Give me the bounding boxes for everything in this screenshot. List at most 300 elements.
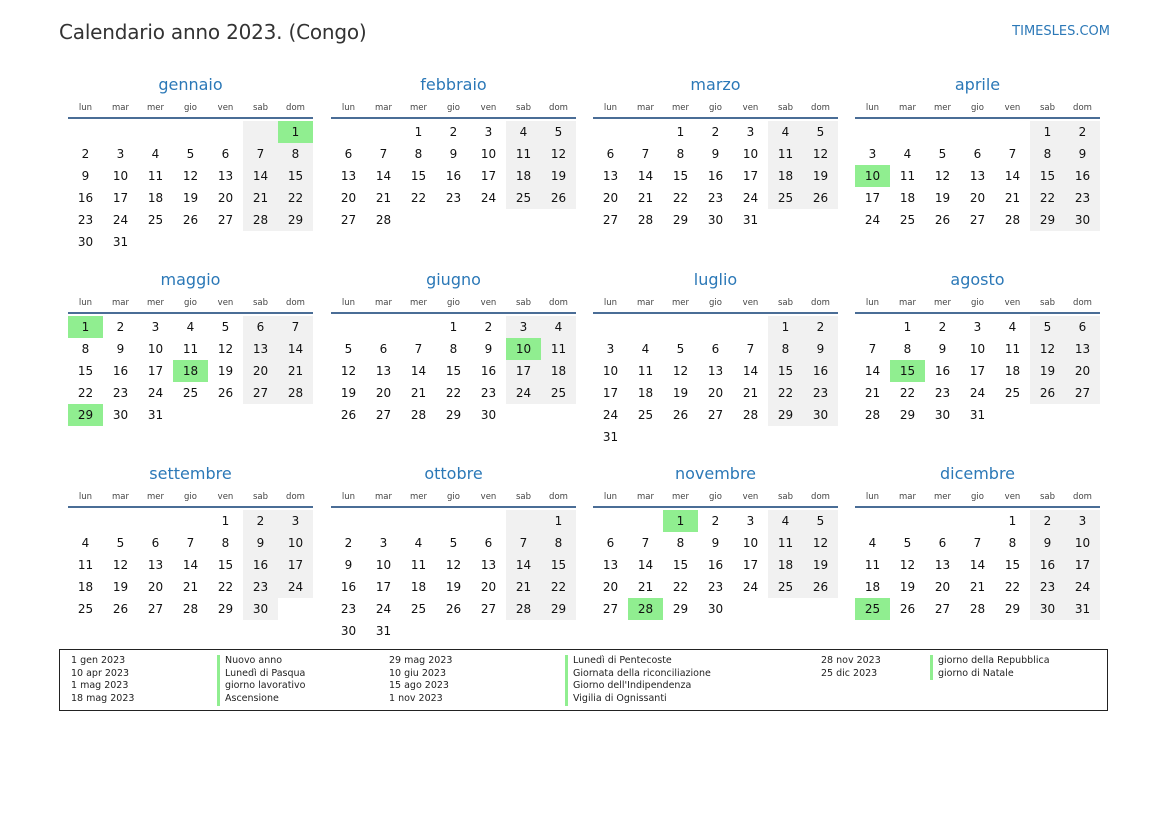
day-cell: 10 xyxy=(742,147,759,161)
weekday-label: lun xyxy=(865,103,880,113)
month-aprile xyxy=(855,73,1100,231)
legend-holiday-name: Ascensione xyxy=(217,693,306,706)
day-cell: 27 xyxy=(969,213,986,227)
day-cell: 18 xyxy=(768,554,803,576)
day-grid xyxy=(331,314,576,426)
day-cell: 18 xyxy=(1004,364,1021,378)
weekday-label: sab xyxy=(1039,103,1056,113)
day-cell: 27 xyxy=(340,213,357,227)
day-cell: 24 xyxy=(742,191,759,205)
day-cell: 17 xyxy=(278,554,313,576)
day-cell: 1 xyxy=(541,510,576,532)
day-cell: 27 xyxy=(480,602,497,616)
day-cell: 22 xyxy=(899,386,916,400)
weekday-label: dom xyxy=(1073,492,1092,502)
day-cell: 18 xyxy=(506,165,541,187)
legend-holiday-name: Lunedì di Pasqua xyxy=(217,668,306,681)
day-cell: 6 xyxy=(973,147,982,161)
day-cell: 8 xyxy=(903,342,912,356)
day-cell: 12 xyxy=(899,558,916,572)
weekday-label: lun xyxy=(341,103,356,113)
holiday-day-cell: 29 xyxy=(68,404,103,426)
weekday-label: sab xyxy=(252,492,269,502)
legend-holiday-name: Lunedì di Pentecoste xyxy=(565,655,711,668)
weekday-label: gio xyxy=(447,298,460,308)
empty-day-cell xyxy=(855,121,890,143)
day-cell: 25 xyxy=(541,382,576,404)
day-cell: 6 xyxy=(221,147,230,161)
day-cell: 24 xyxy=(112,213,129,227)
day-cell: 8 xyxy=(414,147,423,161)
day-cell: 19 xyxy=(1030,360,1065,382)
weekday-label: sab xyxy=(515,298,532,308)
day-cell: 8 xyxy=(1030,143,1065,165)
day-cell: 2 xyxy=(711,514,720,528)
day-cell: 20 xyxy=(340,191,357,205)
weekday-label: ven xyxy=(1004,492,1021,502)
day-cell: 22 xyxy=(217,580,234,594)
day-cell: 23 xyxy=(243,576,278,598)
day-cell: 4 xyxy=(868,536,877,550)
day-cell: 31 xyxy=(969,408,986,422)
weekday-header xyxy=(593,292,838,314)
empty-day-cell xyxy=(68,510,103,532)
month-title: maggio xyxy=(160,270,221,289)
day-cell: 24 xyxy=(864,213,881,227)
weekday-label: sab xyxy=(252,103,269,113)
day-cell: 7 xyxy=(186,536,195,550)
day-cell: 29 xyxy=(445,408,462,422)
weekday-label: gio xyxy=(709,103,722,113)
weekday-label: dom xyxy=(286,103,305,113)
day-cell: 6 xyxy=(938,536,947,550)
legend-dates-column xyxy=(389,655,452,706)
day-cell: 27 xyxy=(707,408,724,422)
weekday-label: gio xyxy=(184,298,197,308)
month-novembre xyxy=(593,462,838,620)
day-cell: 3 xyxy=(1065,510,1100,532)
weekday-label: gio xyxy=(447,103,460,113)
day-cell: 27 xyxy=(147,602,164,616)
day-cell: 6 xyxy=(606,147,615,161)
day-cell: 24 xyxy=(506,382,541,404)
day-cell: 3 xyxy=(151,320,160,334)
day-grid xyxy=(68,119,313,253)
day-cell: 11 xyxy=(541,338,576,360)
day-cell: 29 xyxy=(541,598,576,620)
weekday-label: sab xyxy=(1039,492,1056,502)
weekday-label: lun xyxy=(865,492,880,502)
day-cell: 14 xyxy=(864,364,881,378)
month-marzo xyxy=(593,73,838,231)
day-cell: 1 xyxy=(414,125,423,139)
day-cell: 20 xyxy=(243,360,278,382)
day-cell: 27 xyxy=(217,213,234,227)
day-cell: 9 xyxy=(711,536,720,550)
day-cell: 20 xyxy=(707,386,724,400)
day-cell: 19 xyxy=(672,386,689,400)
day-cell: 13 xyxy=(707,364,724,378)
day-cell: 12 xyxy=(445,558,462,572)
day-cell: 18 xyxy=(410,580,427,594)
day-cell: 24 xyxy=(1065,576,1100,598)
empty-day-cell xyxy=(960,121,995,143)
day-cell: 28 xyxy=(243,209,278,231)
legend-date: 15 ago 2023 xyxy=(389,680,449,692)
day-cell: 15 xyxy=(1004,558,1021,572)
day-cell: 14 xyxy=(410,364,427,378)
weekday-label: mar xyxy=(375,103,392,113)
weekday-header xyxy=(68,486,313,508)
day-cell: 10 xyxy=(480,147,497,161)
day-cell: 2 xyxy=(344,536,353,550)
day-cell: 10 xyxy=(375,558,392,572)
empty-day-cell xyxy=(855,510,890,532)
day-cell: 20 xyxy=(934,580,951,594)
day-cell: 15 xyxy=(541,554,576,576)
day-cell: 23 xyxy=(707,191,724,205)
empty-day-cell xyxy=(890,121,925,143)
day-cell: 6 xyxy=(711,342,720,356)
day-cell: 15 xyxy=(410,169,427,183)
day-cell: 18 xyxy=(637,386,654,400)
day-cell: 30 xyxy=(77,235,94,249)
day-cell: 13 xyxy=(1065,338,1100,360)
day-cell: 13 xyxy=(934,558,951,572)
day-cell: 27 xyxy=(375,408,392,422)
legend-holiday-name: giorno lavorativo xyxy=(217,680,306,693)
day-cell: 22 xyxy=(278,187,313,209)
day-cell: 31 xyxy=(742,213,759,227)
day-cell: 13 xyxy=(147,558,164,572)
day-cell: 28 xyxy=(506,598,541,620)
day-cell: 11 xyxy=(182,342,199,356)
empty-day-cell xyxy=(401,510,436,532)
day-cell: 17 xyxy=(375,580,392,594)
legend-holiday-name: giorno della Repubblica xyxy=(930,655,1050,668)
day-cell: 29 xyxy=(672,213,689,227)
day-cell: 22 xyxy=(541,576,576,598)
day-cell: 29 xyxy=(1004,602,1021,616)
month-gennaio xyxy=(68,73,313,253)
day-cell: 25 xyxy=(147,213,164,227)
day-cell: 15 xyxy=(768,360,803,382)
day-cell: 29 xyxy=(278,209,313,231)
day-grid xyxy=(855,508,1100,620)
day-cell: 12 xyxy=(934,169,951,183)
day-cell: 16 xyxy=(243,554,278,576)
day-cell: 21 xyxy=(182,580,199,594)
month-febbraio xyxy=(331,73,576,231)
day-cell: 19 xyxy=(217,364,234,378)
day-cell: 29 xyxy=(899,408,916,422)
legend-names-column xyxy=(217,655,306,706)
day-cell: 15 xyxy=(445,364,462,378)
day-cell: 15 xyxy=(672,169,689,183)
day-cell: 25 xyxy=(768,576,803,598)
month-title: luglio xyxy=(693,270,738,289)
day-cell: 21 xyxy=(243,187,278,209)
weekday-label: sab xyxy=(1039,298,1056,308)
day-cell: 26 xyxy=(112,602,129,616)
weekday-label: lun xyxy=(78,298,93,308)
day-cell: 5 xyxy=(1030,316,1065,338)
day-cell: 7 xyxy=(746,342,755,356)
weekday-label: mar xyxy=(637,492,654,502)
month-dicembre xyxy=(855,462,1100,620)
empty-day-cell xyxy=(68,121,103,143)
day-cell: 24 xyxy=(147,386,164,400)
weekday-label: ven xyxy=(1004,103,1021,113)
weekday-label: dom xyxy=(549,103,568,113)
legend-dates-column xyxy=(71,655,134,706)
day-cell: 3 xyxy=(746,125,755,139)
holiday-day-cell: 10 xyxy=(855,165,890,187)
weekday-label: lun xyxy=(341,492,356,502)
day-cell: 6 xyxy=(484,536,493,550)
day-cell: 5 xyxy=(186,147,195,161)
day-cell: 12 xyxy=(182,169,199,183)
day-cell: 1 xyxy=(221,514,230,528)
day-cell: 30 xyxy=(112,408,129,422)
day-cell: 10 xyxy=(147,342,164,356)
day-cell: 4 xyxy=(1008,320,1017,334)
day-cell: 26 xyxy=(340,408,357,422)
day-cell: 27 xyxy=(934,602,951,616)
empty-day-cell xyxy=(436,510,471,532)
weekday-label: gio xyxy=(184,492,197,502)
day-cell: 9 xyxy=(344,558,353,572)
day-cell: 17 xyxy=(864,191,881,205)
day-grid xyxy=(593,119,838,231)
empty-day-cell xyxy=(733,316,768,338)
day-cell: 2 xyxy=(449,125,458,139)
day-cell: 8 xyxy=(676,536,685,550)
holiday-day-cell: 18 xyxy=(173,360,208,382)
day-cell: 18 xyxy=(541,360,576,382)
day-grid xyxy=(855,119,1100,231)
weekday-label: ven xyxy=(480,492,497,502)
weekday-label: gio xyxy=(709,298,722,308)
day-cell: 2 xyxy=(711,125,720,139)
day-cell: 6 xyxy=(243,316,278,338)
day-cell: 12 xyxy=(1030,338,1065,360)
day-cell: 9 xyxy=(116,342,125,356)
weekday-label: dom xyxy=(811,103,830,113)
day-cell: 11 xyxy=(768,143,803,165)
day-cell: 22 xyxy=(672,580,689,594)
day-cell: 31 xyxy=(375,624,392,638)
day-cell: 30 xyxy=(1030,598,1065,620)
weekday-label: lun xyxy=(603,298,618,308)
day-cell: 22 xyxy=(77,386,94,400)
day-cell: 14 xyxy=(506,554,541,576)
day-cell: 11 xyxy=(1004,342,1021,356)
day-cell: 26 xyxy=(899,602,916,616)
holiday-day-cell: 1 xyxy=(663,510,698,532)
month-luglio xyxy=(593,268,838,448)
empty-day-cell xyxy=(925,510,960,532)
empty-day-cell xyxy=(173,121,208,143)
day-cell: 28 xyxy=(864,408,881,422)
empty-day-cell xyxy=(138,510,173,532)
day-cell: 2 xyxy=(1065,121,1100,143)
weekday-label: ven xyxy=(742,492,759,502)
weekday-label: gio xyxy=(971,492,984,502)
day-cell: 21 xyxy=(742,386,759,400)
day-cell: 21 xyxy=(375,191,392,205)
day-cell: 20 xyxy=(217,191,234,205)
weekday-label: mer xyxy=(671,492,689,502)
legend-date: 10 giu 2023 xyxy=(389,667,446,679)
day-cell: 13 xyxy=(969,169,986,183)
day-cell: 15 xyxy=(217,558,234,572)
weekday-label: dom xyxy=(1073,103,1092,113)
day-cell: 9 xyxy=(449,147,458,161)
day-cell: 13 xyxy=(480,558,497,572)
weekday-label: mar xyxy=(899,298,916,308)
day-cell: 30 xyxy=(1065,209,1100,231)
day-cell: 17 xyxy=(480,169,497,183)
weekday-label: dom xyxy=(286,492,305,502)
legend-holiday-name: Nuovo anno xyxy=(217,655,306,668)
day-cell: 7 xyxy=(243,143,278,165)
empty-day-cell xyxy=(506,510,541,532)
day-cell: 4 xyxy=(768,510,803,532)
day-cell: 29 xyxy=(768,404,803,426)
legend-date: 1 mag 2023 xyxy=(71,680,129,692)
day-cell: 19 xyxy=(112,580,129,594)
month-title: febbraio xyxy=(420,75,487,94)
day-cell: 14 xyxy=(375,169,392,183)
day-cell: 8 xyxy=(768,338,803,360)
day-cell: 9 xyxy=(938,342,947,356)
day-cell: 4 xyxy=(81,536,90,550)
day-cell: 27 xyxy=(1065,382,1100,404)
day-cell: 8 xyxy=(278,143,313,165)
weekday-label: mer xyxy=(409,103,427,113)
legend-date: 29 mag 2023 xyxy=(389,655,453,666)
weekday-label: ven xyxy=(742,298,759,308)
day-cell: 14 xyxy=(637,169,654,183)
day-cell: 20 xyxy=(969,191,986,205)
day-cell: 15 xyxy=(672,558,689,572)
day-cell: 19 xyxy=(541,165,576,187)
month-title: gennaio xyxy=(158,75,223,94)
day-cell: 16 xyxy=(707,169,724,183)
weekday-label: mer xyxy=(146,492,164,502)
weekday-label: mar xyxy=(112,103,129,113)
legend-names-column xyxy=(930,655,1050,680)
day-cell: 24 xyxy=(278,576,313,598)
day-cell: 26 xyxy=(934,213,951,227)
day-cell: 12 xyxy=(803,532,838,554)
day-grid xyxy=(593,314,838,448)
day-cell: 14 xyxy=(278,338,313,360)
day-cell: 17 xyxy=(506,360,541,382)
day-cell: 11 xyxy=(637,364,654,378)
day-cell: 5 xyxy=(803,510,838,532)
day-cell: 4 xyxy=(541,316,576,338)
day-cell: 20 xyxy=(602,191,619,205)
day-cell: 27 xyxy=(602,213,619,227)
empty-day-cell xyxy=(628,121,663,143)
day-cell: 11 xyxy=(147,169,164,183)
holiday-day-cell: 1 xyxy=(278,121,313,143)
day-cell: 6 xyxy=(344,147,353,161)
day-cell: 12 xyxy=(541,143,576,165)
legend-dates-column xyxy=(821,655,881,680)
day-cell: 27 xyxy=(602,602,619,616)
weekday-label: sab xyxy=(515,492,532,502)
day-grid xyxy=(855,314,1100,426)
day-cell: 14 xyxy=(969,558,986,572)
day-cell: 11 xyxy=(864,558,881,572)
day-cell: 10 xyxy=(278,532,313,554)
day-cell: 21 xyxy=(278,360,313,382)
day-cell: 25 xyxy=(899,213,916,227)
weekday-label: mar xyxy=(899,103,916,113)
day-cell: 22 xyxy=(410,191,427,205)
day-cell: 28 xyxy=(410,408,427,422)
empty-day-cell xyxy=(855,316,890,338)
day-grid xyxy=(68,508,313,620)
weekday-label: sab xyxy=(777,492,794,502)
day-cell: 6 xyxy=(379,342,388,356)
weekday-label: mar xyxy=(637,103,654,113)
day-cell: 13 xyxy=(243,338,278,360)
weekday-header xyxy=(593,486,838,508)
day-cell: 17 xyxy=(147,364,164,378)
weekday-label: mer xyxy=(933,492,951,502)
weekday-label: dom xyxy=(811,298,830,308)
day-cell: 7 xyxy=(973,536,982,550)
day-cell: 22 xyxy=(768,382,803,404)
day-cell: 22 xyxy=(1030,187,1065,209)
day-cell: 28 xyxy=(637,213,654,227)
weekday-label: mer xyxy=(146,103,164,113)
empty-day-cell xyxy=(103,121,138,143)
weekday-label: mar xyxy=(637,298,654,308)
site-link[interactable]: TIMESLES.COM xyxy=(1012,24,1110,39)
legend-date: 1 gen 2023 xyxy=(71,655,126,666)
day-cell: 1 xyxy=(449,320,458,334)
legend-names-column xyxy=(565,655,711,706)
empty-day-cell xyxy=(208,121,243,143)
day-cell: 27 xyxy=(243,382,278,404)
weekday-label: dom xyxy=(286,298,305,308)
day-cell: 10 xyxy=(112,169,129,183)
weekday-header xyxy=(855,97,1100,119)
day-cell: 13 xyxy=(340,169,357,183)
weekday-label: mar xyxy=(899,492,916,502)
day-cell: 7 xyxy=(414,342,423,356)
weekday-label: dom xyxy=(811,492,830,502)
empty-day-cell xyxy=(173,510,208,532)
day-cell: 3 xyxy=(606,342,615,356)
legend-holiday-name: Giorno dell'Indipendenza xyxy=(565,680,711,693)
day-cell: 24 xyxy=(969,386,986,400)
day-cell: 16 xyxy=(1065,165,1100,187)
day-cell: 6 xyxy=(151,536,160,550)
day-cell: 1 xyxy=(1008,514,1017,528)
day-cell: 19 xyxy=(182,191,199,205)
day-cell: 31 xyxy=(147,408,164,422)
day-cell: 26 xyxy=(182,213,199,227)
legend-holiday-name: Giornata della riconciliazione xyxy=(565,668,711,681)
weekday-label: dom xyxy=(549,298,568,308)
weekday-label: ven xyxy=(1004,298,1021,308)
